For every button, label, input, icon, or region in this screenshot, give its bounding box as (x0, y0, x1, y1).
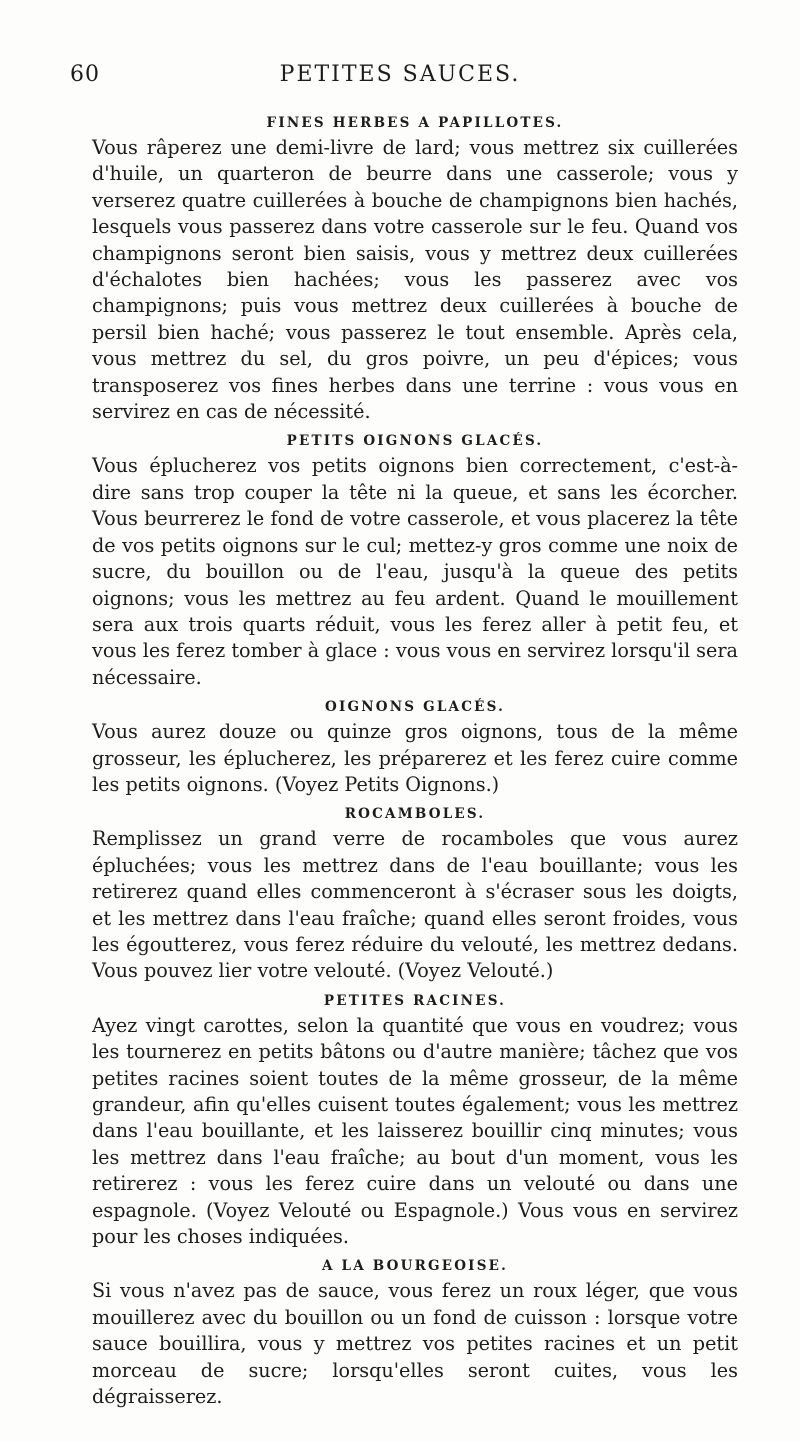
page-number: 60 (70, 62, 100, 87)
section-title: PETITES RACINES. (323, 992, 507, 1009)
section-text: Si vous n'avez pas de sauce, vous ferez un roux léger, que vous mouillerez avec du bouillon ou un fond de cuisson : lorsque votre sauce bouillira, vous y mettrez vos petites racines et un petit morceau de sucre; lorsqu'elles seront cuites, vous les dégraisserez. (92, 1279, 738, 1409)
section-title: A LA BOURGEOISE. (321, 1258, 509, 1275)
section-title: OIGNONS GLACÉS. (325, 699, 505, 716)
section-text: Vous éplucherez vos petits oignons bien correctement, c'est-à-dire sans trop couper la tête ni la queue, et sans les écorcher. Vous beurrerez le fond de votre casserole, et vous placerez la tête de vos petits oignons sur le cul; mettez-y gros comme une noix de sucre, du bouillon ou de l'eau, jusqu'à la queue des petits oignons; vous les mettrez au feu ardent. Quand le mouillement sera aux trois quarts réduit, vous les ferez aller à petit feu, et vous les ferez tomber à glace : vous vous en servirez lorsqu'il sera nécessaire. (92, 454, 738, 689)
section-title: PETITS OIGNONS GLACÉS. (286, 433, 544, 450)
section-title: FINES HERBES A PAPILLOTES. (266, 115, 564, 131)
section-text: Vous aurez douze ou quinze gros oignons, tous de la même grosseur, les éplucherez, les préparerez et les ferez cuire comme les petits oignons. (Voyez Petits Oignons.) (92, 720, 738, 796)
section-text: Vous râperez une demi-livre de lard; vous mettrez six cuillerées d'huile, un quarteron de beurre dans une casserole; vous y verserez quatre cuillerées à bouche de champignons bien hachés, lesquels vous passerez dans votre casserole sur le feu. Quand vos champignons seront bien saisis, vous y mettrez deux cuillerées d'échalotes bien hachées; vous les passerez avec vos champignons; puis vous mettrez deux cuillerées à bouche de persil bien haché; vous passerez le tout ensemble. Après cela, vous mettrez du sel, du gros poivre, un peu d'épices; vous transposerez vos fines herbes dans une terrine : vous vous en servirez en cas de nécessité. (92, 136, 738, 424)
section-title: ROCAMBOLES. (344, 806, 486, 823)
page-body (92, 107, 738, 1416)
page-header (0, 62, 800, 102)
section-text: Ayez vingt carottes, selon la quantité que vous en voudrez; vous les tournerez en petits bâtons ou d'autre manière; tâchez que vos petites racines soient toutes de la même grosseur, de la même grandeur, afin qu'elles cuisent toutes également; vous les mettrez dans l'eau bouillante, et les laisserez bouillir cinq minutes; vous les mettrez dans l'eau fraîche; au bout d'un moment, vous les retirerez : vous les ferez cuire dans un velouté ou dans une espagnole. (Voyez Velouté ou Espagnole.) Vous vous en servirez pour les choses indiquées. (92, 1013, 738, 1249)
section-text: Remplissez un grand verre de rocamboles que vous aurez épluchées; vous les mettrez dans de l'eau bouillante; vous les retirerez quand elles commenceront à s'écraser sous les doigts, et les mettrez dans l'eau fraîche; quand elles seront froides, vous les égoutterez, vous ferez réduire du velouté, les mettrez dedans. Vous pouvez lier votre velouté. (Voyez Velouté.) (92, 827, 738, 983)
running-title: PETITES SAUCES. (279, 62, 521, 87)
